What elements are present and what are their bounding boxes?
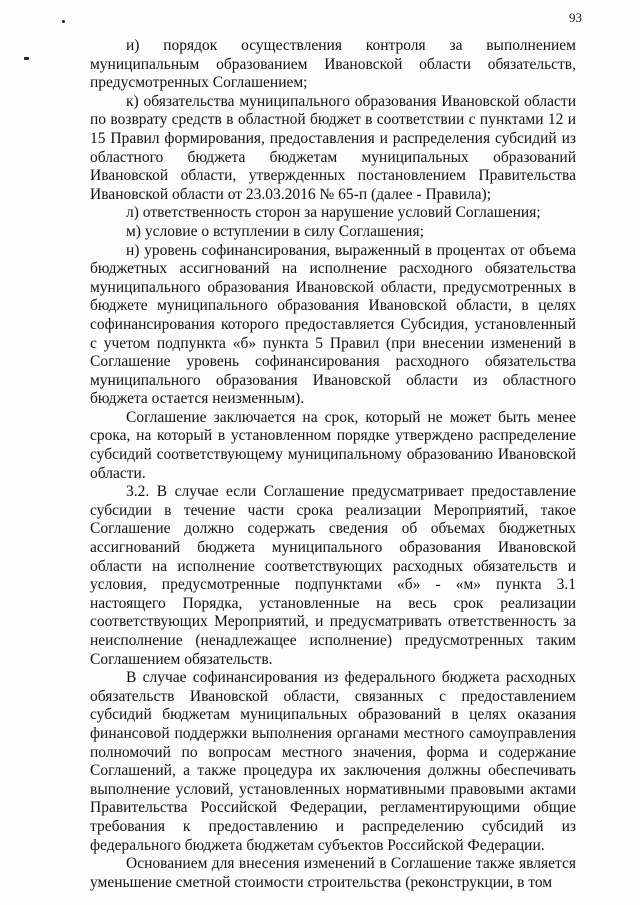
- paragraph-item-m: м) условие о вступлении в силу Соглашения;: [126, 222, 424, 240]
- paragraph-grounds-for-changes: Основанием для внесения изменений в Соглашение также является уменьшение сметной стоимости строительства (реконструкции, в том: [90, 855, 576, 891]
- paragraph-item-k: к) обязательства муниципального образования Ивановской области по возврату средств в областной бюджет в соответствии с пунктами 12 и 15 Правил формирования, предоставления и распределения субсидий из областного бюджета бюджетам муниципальных образований Ивановской области, утвержденных постановлением Правительства Ивановской области от 23.03.2016 № 65-п (далее - Правила);: [90, 92, 576, 203]
- paragraph-item-n: н) уровень софинансирования, выраженный в процентах от объема бюджетных ассигнований на исполнение расходного обязательства муниципального образования Ивановской области, предусмотренных в бюджете муниципального образования Ивановской области, в целях софинансирования которого предоставляется Субсидия, установленный с учетом подпункта «б» пункта 5 Правил (при внесении изменений в Соглашение уровень софинансирования расходного обязательства муниципального образования Ивановской области из областного бюджета остается неизменным).: [90, 241, 576, 408]
- paragraph-item-i: и) порядок осуществления контроля за выполнением муниципальным образованием Ивановской области обязательств, предусмотренных Соглашением;: [90, 37, 576, 92]
- page-number: 93: [569, 10, 582, 25]
- scan-speck: [62, 20, 65, 23]
- body-text: [90, 37, 576, 892]
- paragraph-section-3-2: 3.2. В случае если Соглашение предусматривает предоставление субсидии в течение части срока реализации Мероприятий, такое Соглашение должно содержать сведения об объемах бюджетных ассигнований бюджета муниципального образования Ивановской области на исполнение соответствующих расходных обязательств и условия, предусмотренные подпунктами «б» - «м» пункта 3.1 настоящего Порядка, установленные на весь срок реализации соответствующих Мероприятий, и предусматривать ответственность за неисполнение (ненадлежащее исполнение) предусмотренных таким Соглашением обязательств.: [90, 483, 576, 668]
- paragraph-item-l: л) ответственность сторон за нарушение условий Соглашения;: [126, 204, 541, 222]
- paragraph-federal-cofinancing: В случае софинансирования из федерального бюджета расходных обязательств Ивановской области, связанных с предоставлением субсидий бюджетам муниципальных образований в целях оказания финансовой поддержки выполнения органами местного самоуправления полномочий по вопросам местного значения, форма и содержание Соглашений, а также процедура их заключения должны обеспечивать выполнение условий, установленных нормативными правовыми актами Правительства Российской Федерации, регламентирующими общие требования к предоставлению и распределению субсидий из федерального бюджета бюджетам субъектов Российской Федерации.: [90, 669, 576, 854]
- paragraph-agreement-term: Соглашение заключается на срок, который не может быть менее срока, на который в установленном порядке утверждено распределение субсидий соответствующему муниципальному образованию Ивановской области.: [90, 408, 576, 482]
- scan-speck: [24, 57, 29, 60]
